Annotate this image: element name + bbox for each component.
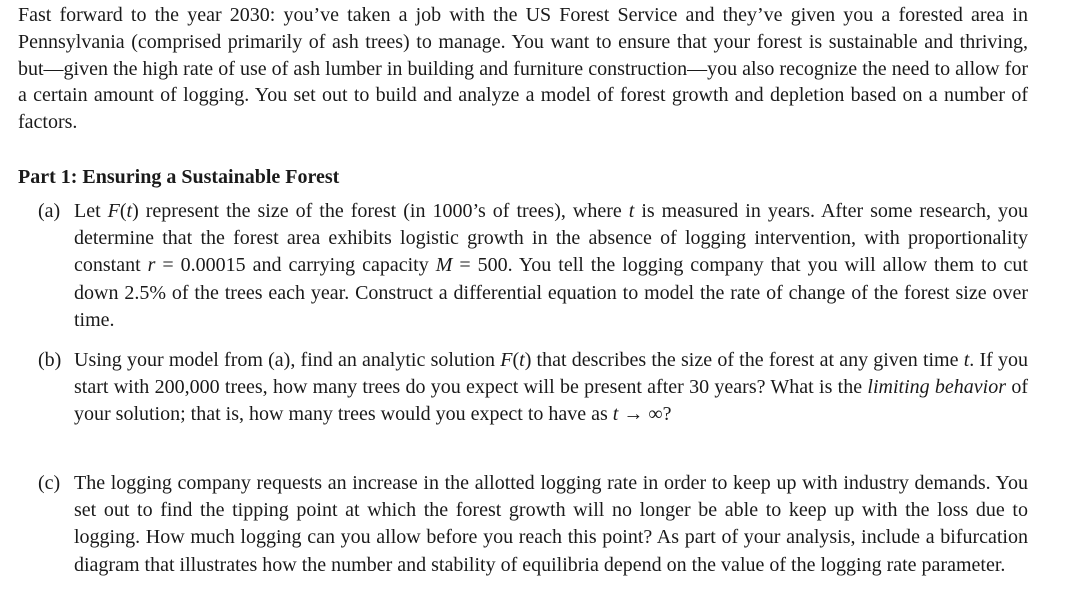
item-body — [74, 198, 1028, 334]
text-run: is measured in years. After some research, you determine that the forest area exhibits logistic growth in the absence of logging intervention, with proportionality constant — [74, 200, 1028, 277]
text-run: Using your model from (a), find an analytic solution — [74, 349, 501, 371]
text-run: = 500. You tell the logging company that you will allow them to cut down 2.5% of the trees each year. Construct a differential equation to model the rate of change of the forest size over time. — [74, 254, 1028, 331]
text-run: ) represent the size of the forest (in 1000’s of trees), where — [132, 200, 629, 222]
text-run: ( — [512, 349, 520, 371]
math-symbol: r — [147, 254, 156, 277]
math-symbol: F — [107, 200, 120, 222]
math-symbol: t — [628, 200, 635, 222]
text-run: = 0.00015 and carrying capacity — [155, 254, 436, 277]
item-body — [74, 470, 1028, 579]
text-run: The logging company requests an increase in the allotted logging rate in order to keep up with industry demands. You set out to find the tipping point at which the forest growth will no longer be able to keep up with the loss due to logging. How much logging can you allow before you reach this point? As part of your analysis, include a bifurcation diagram that illustrates how the number and stability of equilibria depend on the value of the logging rate parameter. — [74, 472, 1028, 576]
item-marker: (c) — [38, 472, 61, 494]
math-symbol: t — [612, 403, 619, 426]
intro-paragraph: Fast forward to the year 2030: you’ve taken a job with the US Forest Service and they’ve given you a forested area in Pennsylvania (comprised primarily of ash trees) to manage. You want to ensure that your forest is sustainable and thriving, but—given the high rate of use of ash lumber in building and furniture construction—you also recognize the need to allow for a certain amount of logging. You set out to build and analyze a model of forest growth and depletion based on a number of factors. — [18, 4, 1028, 134]
question-item-a — [38, 198, 1028, 334]
math-symbol: F — [500, 349, 513, 371]
item-marker: (a) — [38, 200, 61, 222]
text-run: of your solution; that is, how many trees would you expect to have as — [74, 376, 1028, 426]
math-symbol: t — [963, 349, 970, 371]
item-marker: (b) — [38, 349, 62, 371]
text-run: . If you start with 200,000 trees, how many trees do you expect will be present after 30 years? What is the — [74, 349, 1029, 399]
math-symbol: M — [435, 254, 453, 277]
math-symbol: t — [519, 349, 525, 371]
question-item-c — [38, 470, 1028, 579]
text-run: → ∞? — [618, 403, 672, 426]
text-run: ( — [119, 200, 127, 222]
item-body — [74, 347, 1028, 429]
text-run: Let — [74, 200, 108, 222]
math-symbol: limiting behavior — [867, 376, 1007, 399]
section-title: Part 1: Ensuring a Sustainable Forest — [18, 166, 340, 188]
question-item-b — [38, 347, 1029, 429]
text-run: ) that describes the size of the forest at any given time — [524, 349, 964, 371]
math-symbol: t — [126, 200, 133, 222]
